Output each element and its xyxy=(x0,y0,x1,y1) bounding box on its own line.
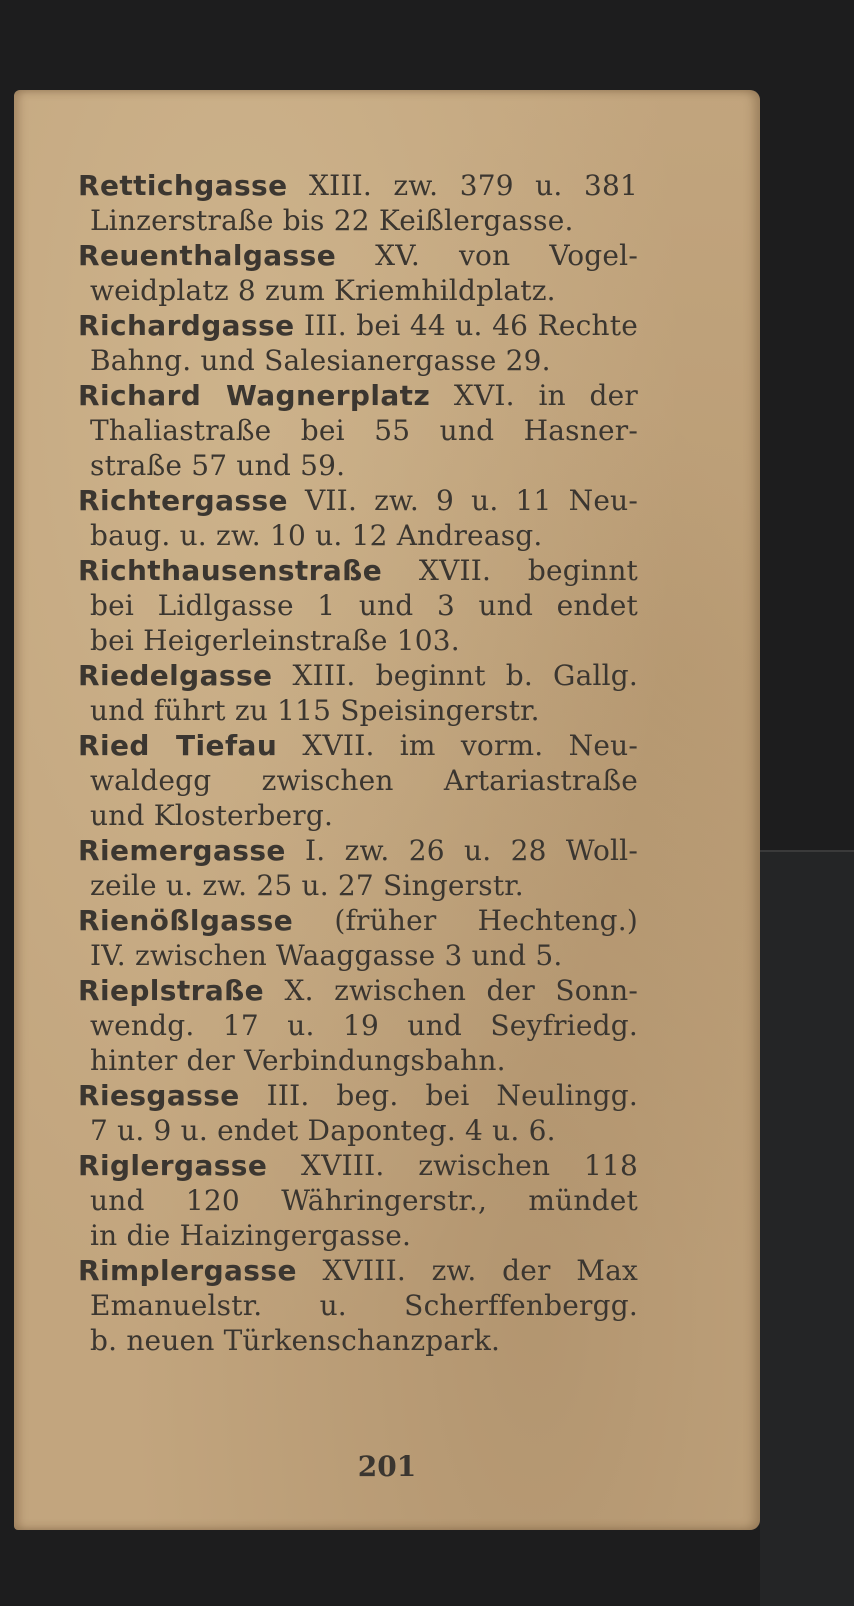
directory-entry xyxy=(78,378,638,483)
entry-text: bei Heigerleinstraße 103. xyxy=(90,624,460,657)
entry-first-line xyxy=(78,483,638,518)
street-name: Richthausenstraße xyxy=(78,554,383,587)
entry-continuation-line xyxy=(78,798,638,833)
entry-text: X. zwischen der Sonn- xyxy=(264,974,638,1007)
entry-first-line xyxy=(78,168,638,203)
entry-continuation-line xyxy=(78,343,638,378)
entry-first-line xyxy=(78,1253,638,1288)
entry-text: XIII. beginnt b. Gallg. xyxy=(272,659,638,692)
entry-text: III. bei 44 u. 46 Rechte xyxy=(294,309,638,342)
entry-text: (früher Hechteng.) xyxy=(293,904,638,937)
entry-text: Linzerstraße bis 22 Keißlergasse. xyxy=(90,204,574,237)
entry-continuation-line xyxy=(78,763,638,798)
entry-first-line xyxy=(78,378,638,413)
entry-text: baug. u. zw. 10 u. 12 Andreasg. xyxy=(90,519,543,552)
entry-text: 7 u. 9 u. endet Daponteg. 4 u. 6. xyxy=(90,1114,556,1147)
entry-text: waldegg zwischen Artariastraße xyxy=(90,764,638,797)
entry-text: Bahng. und Salesianergasse 29. xyxy=(90,344,551,377)
entry-first-line xyxy=(78,728,638,763)
entry-text: b. neuen Türkenschanzpark. xyxy=(90,1324,501,1357)
street-name: Riedelgasse xyxy=(78,659,273,692)
entry-text: wendg. 17 u. 19 und Seyfriedg. xyxy=(90,1009,638,1042)
street-name: Richtergasse xyxy=(78,484,288,517)
street-name: Riglergasse xyxy=(78,1149,268,1182)
entry-continuation-line xyxy=(78,1043,638,1078)
entry-continuation-line xyxy=(78,693,638,728)
entry-continuation-line xyxy=(78,1183,638,1218)
street-directory-list xyxy=(78,168,638,1358)
entry-text: Thaliastraße bei 55 und Hasner- xyxy=(90,414,638,447)
directory-entry xyxy=(78,728,638,833)
entry-continuation-line xyxy=(78,1323,638,1358)
entry-continuation-line xyxy=(78,518,638,553)
entry-continuation-line xyxy=(78,273,638,308)
dark-backdrop-block xyxy=(760,850,854,1606)
entry-continuation-line xyxy=(78,413,638,448)
entry-text: XIII. zw. 379 u. 381 xyxy=(287,169,638,202)
entry-text: hinter der Verbindungsbahn. xyxy=(90,1044,506,1077)
directory-entry xyxy=(78,1253,638,1358)
street-name: Reuenthalgasse xyxy=(78,239,337,272)
street-name: Riemergasse xyxy=(78,834,286,867)
street-name: Rienößlgasse xyxy=(78,904,294,937)
entry-text: XVIII. zw. der Max xyxy=(296,1254,638,1287)
directory-entry xyxy=(78,168,638,238)
entry-text: XVIII. zwischen 118 xyxy=(267,1149,638,1182)
street-name: Rettichgasse xyxy=(78,169,288,202)
entry-text: XV. von Vogel- xyxy=(336,239,638,272)
entry-continuation-line xyxy=(78,1008,638,1043)
street-name: Rimplergasse xyxy=(78,1254,297,1287)
entry-text: I. zw. 26 u. 28 Woll- xyxy=(285,834,638,867)
entry-continuation-line xyxy=(78,938,638,973)
entry-first-line xyxy=(78,658,638,693)
entry-text: weidplatz 8 zum Kriemhildplatz. xyxy=(90,274,556,307)
entry-first-line xyxy=(78,238,638,273)
entry-text: XVI. in der xyxy=(430,379,638,412)
directory-entry xyxy=(78,973,638,1078)
entry-continuation-line xyxy=(78,203,638,238)
directory-entry xyxy=(78,1148,638,1253)
page-number: 201 xyxy=(357,1450,417,1483)
entry-text: und führt zu 115 Speisingerstr. xyxy=(90,694,540,727)
entry-first-line xyxy=(78,308,638,343)
entry-continuation-line xyxy=(78,448,638,483)
directory-entry xyxy=(78,658,638,728)
street-name: Rieplstraße xyxy=(78,974,265,1007)
directory-entry xyxy=(78,1078,638,1148)
street-name: Richardgasse xyxy=(78,309,295,342)
entry-first-line xyxy=(78,833,638,868)
entry-continuation-line xyxy=(78,588,638,623)
entry-continuation-line xyxy=(78,623,638,658)
entry-continuation-line xyxy=(78,1113,638,1148)
directory-entry xyxy=(78,553,638,658)
entry-first-line xyxy=(78,1078,638,1113)
street-name: Ried Tiefau xyxy=(78,729,278,762)
entry-first-line xyxy=(78,903,638,938)
entry-text: und Klosterberg. xyxy=(90,799,334,832)
entry-text: IV. zwischen Waaggasse 3 und 5. xyxy=(90,939,563,972)
street-name: Riesgasse xyxy=(78,1079,240,1112)
entry-text: bei Lidlgasse 1 und 3 und endet xyxy=(90,589,638,622)
entry-continuation-line xyxy=(78,1288,638,1323)
entry-text: XVII. im vorm. Neu- xyxy=(277,729,638,762)
entry-text: III. beg. bei Neulingg. xyxy=(239,1079,638,1112)
entry-text: VII. zw. 9 u. 11 Neu- xyxy=(287,484,638,517)
entry-continuation-line xyxy=(78,868,638,903)
directory-entry xyxy=(78,308,638,378)
entry-first-line xyxy=(78,1148,638,1183)
street-name: Richard Wagnerplatz xyxy=(78,379,431,412)
entry-text: zeile u. zw. 25 u. 27 Singerstr. xyxy=(90,869,524,902)
directory-entry xyxy=(78,903,638,973)
directory-entry xyxy=(78,238,638,308)
entry-text: straße 57 und 59. xyxy=(90,449,346,482)
entry-text: und 120 Währingerstr., mündet xyxy=(90,1184,638,1217)
directory-entry xyxy=(78,833,638,903)
entry-first-line xyxy=(78,973,638,1008)
entry-text: in die Haizingergasse. xyxy=(90,1219,412,1252)
entry-text: XVII. beginnt xyxy=(382,554,638,587)
directory-entry xyxy=(78,483,638,553)
entry-text: Emanuelstr. u. Scherffenbergg. xyxy=(90,1289,638,1322)
entry-first-line xyxy=(78,553,638,588)
entry-continuation-line xyxy=(78,1218,638,1253)
